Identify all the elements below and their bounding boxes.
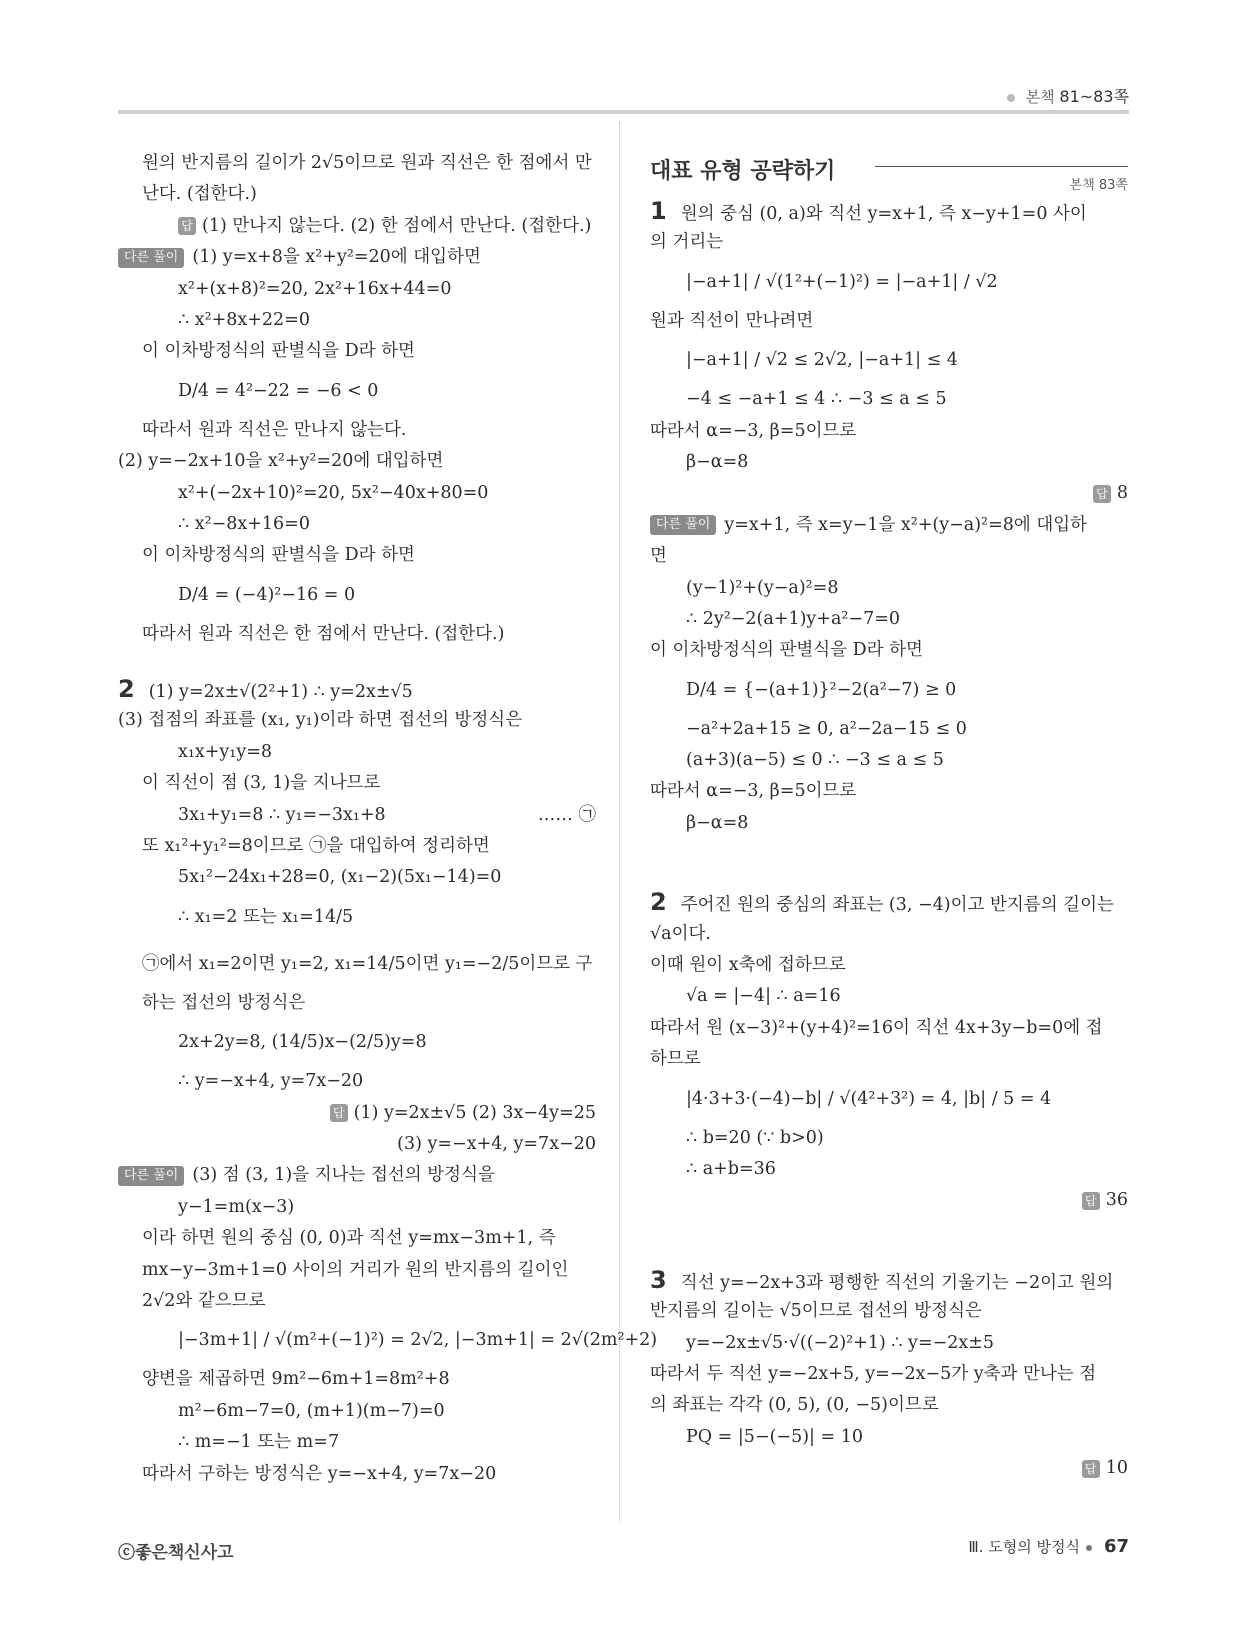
text-line: 반지름의 길이는 √5이므로 접선의 방정식은 xyxy=(650,1301,982,1322)
math-line: D/4 = {−(a+1)}²−2(a²−7) ≥ 0 xyxy=(686,679,957,700)
spacer xyxy=(650,839,1128,887)
problem-number: 2 xyxy=(118,675,135,704)
math-line: |4·3+3·(−4)−b| / √(4²+3²) = 4, |b| / 5 = 4 xyxy=(686,1088,1052,1109)
text-line: 이 이차방정식의 판별식을 D라 하면 xyxy=(142,545,415,566)
math-line: ∴ x²−8x+16=0 xyxy=(178,513,310,534)
answer-line: 답 (1) 만나지 않는다. (2) 한 점에서 만난다. (접한다.) xyxy=(118,211,596,242)
text-line: 원의 반지름의 길이가 2√5이므로 원과 직선은 한 점에서 만 xyxy=(142,153,592,173)
answer-line: 답 (1) y=2x±√5 (2) 3x−4y=25 xyxy=(118,1098,596,1129)
text-line: 면 xyxy=(650,546,667,567)
math-line: |−3m+1| / √(m²+(−1)²) = 2√2, |−3m+1| = 2√(2m²+2) xyxy=(178,1330,658,1351)
text-line: 이 직선이 점 (3, 1)을 지나므로 xyxy=(142,773,381,794)
publisher-logo: ⓒ좋은책신사고 xyxy=(118,1543,234,1563)
problem-line: 2 주어진 원의 중심의 좌표는 (3, −4)이고 반지름의 길이는 xyxy=(650,888,1114,917)
problem-number: 1 xyxy=(650,197,667,225)
math-line: ∴ b=20 (∵ b>0) xyxy=(686,1127,824,1148)
math-line: β−α=8 xyxy=(686,812,749,833)
text-line: 원과 직선이 만나려면 xyxy=(650,310,814,331)
text-line: 하는 접선의 방정식은 xyxy=(142,992,306,1013)
text-line: 따라서 구하는 방정식은 y=−x+4, y=7x−20 xyxy=(142,1463,497,1484)
bullet-dot-icon xyxy=(1007,94,1015,102)
bullet-dot-icon xyxy=(1086,1545,1092,1551)
page-number: 67 xyxy=(1103,1536,1129,1557)
answer-icon: 답 xyxy=(1093,485,1111,503)
alt-solution-badge: 다른 풀이 xyxy=(118,1166,184,1186)
alt-solution-badge: 다른 풀이 xyxy=(650,515,716,535)
alt-solution-badge: 다른 풀이 xyxy=(118,248,184,268)
math-line: y−1=m(x−3) xyxy=(178,1196,295,1217)
top-rule xyxy=(118,110,1129,114)
text-line: 따라서 α=−3, β=5이므로 xyxy=(650,420,857,441)
text-line: ㉠에서 x₁=2이면 y₁=2, x₁=14/5이면 y₁=−2/5이므로 구 xyxy=(142,953,593,974)
spacer xyxy=(650,1217,1128,1265)
answer-icon: 답 xyxy=(1082,1192,1100,1210)
math-line: ∴ 2y²−2(a+1)y+a²−7=0 xyxy=(686,608,901,629)
left-column xyxy=(118,148,658,1490)
text-line: 따라서 원과 직선은 만나지 않는다. xyxy=(142,419,407,440)
text-line: 이라 하면 원의 중심 (0, 0)과 직선 y=mx−3m+1, 즉 xyxy=(142,1228,556,1249)
math-line: (a+3)(a−5) ≤ 0 ∴ −3 ≤ a ≤ 5 xyxy=(686,750,944,771)
spacer xyxy=(118,650,596,674)
math-line: PQ = |5−(−5)| = 10 xyxy=(686,1426,864,1447)
alt-solution-line: 다른 풀이 y=x+1, 즉 x=y−1을 x²+(y−a)²=8에 대입하 xyxy=(650,510,1128,541)
math-line: (y−1)²+(y−a)²=8 xyxy=(686,577,839,598)
math-line: √a = |−4| ∴ a=16 xyxy=(686,986,841,1007)
text-line: 이때 원이 x축에 접하므로 xyxy=(650,955,846,976)
right-column xyxy=(650,148,1128,1485)
column-divider xyxy=(619,122,620,1522)
text-line: 하므로 xyxy=(650,1049,701,1070)
text-line: 따라서 원 (x−3)²+(y+4)²=16이 직선 4x+3y−b=0에 접 xyxy=(650,1017,1103,1038)
section-page-ref: 본책 83쪽 xyxy=(1069,178,1128,193)
math-line: 5x₁²−24x₁+28=0, (x₁−2)(5x₁−14)=0 xyxy=(178,867,502,888)
text-line: 따라서 α=−3, β=5이므로 xyxy=(650,781,857,802)
text-line: 의 좌표는 각각 (0, 5), (0, −5)이므로 xyxy=(650,1395,939,1416)
math-line: 3x₁+y₁=8 ∴ y₁=−3x₁+8 …… ㉠ xyxy=(118,800,596,831)
math-line: −a²+2a+15 ≥ 0, a²−2a−15 ≤ 0 xyxy=(686,718,967,739)
text-line: 이 이차방정식의 판별식을 D라 하면 xyxy=(650,640,923,661)
math-line: ∴ m=−1 또는 m=7 xyxy=(178,1432,340,1453)
math-line: β−α=8 xyxy=(686,451,749,472)
problem-line: 3 직선 y=−2x+3과 평행한 직선의 기울기는 −2이고 원의 xyxy=(650,1265,1114,1294)
answer-line: 답 36 xyxy=(650,1185,1128,1216)
math-line: m²−6m−7=0, (m+1)(m−7)=0 xyxy=(178,1400,445,1421)
page-reference: 본책 81~83쪽 xyxy=(1007,84,1129,107)
problem-number: 2 xyxy=(650,888,667,917)
text-line: 2√2와 같으므로 xyxy=(142,1290,266,1311)
math-line: x²+(−2x+10)²=20, 5x²−40x+80=0 xyxy=(178,482,489,503)
text-line: 따라서 두 직선 y=−2x+5, y=−2x−5가 y축과 만나는 점 xyxy=(650,1363,1097,1384)
text-line: mx−y−3m+1=0 사이의 거리가 원의 반지름의 길이인 xyxy=(142,1259,569,1280)
math-line: −4 ≤ −a+1 ≤ 4 ∴ −3 ≤ a ≤ 5 xyxy=(686,389,947,410)
answer-icon: 답 xyxy=(178,217,196,235)
math-line: ∴ x²+8x+22=0 xyxy=(178,309,310,330)
text-line: 양변을 제곱하면 9m²−6m+1=8m²+8 xyxy=(142,1369,450,1390)
math-line: D/4 = (−4)²−16 = 0 xyxy=(178,584,356,605)
alt-solution-line: 다른 풀이 (3) 점 (3, 1)을 지나는 접선의 방정식을 xyxy=(118,1160,596,1191)
text-line: 따라서 원과 직선은 한 점에서 만난다. (접한다.) xyxy=(142,623,505,644)
math-line: x₁x+y₁y=8 xyxy=(178,741,273,762)
answer-line: 답 10 xyxy=(650,1453,1128,1484)
text-line: 이 이차방정식의 판별식을 D라 하면 xyxy=(142,341,415,362)
answer-icon: 답 xyxy=(330,1104,348,1122)
math-line: ∴ y=−x+4, y=7x−20 xyxy=(178,1071,364,1092)
section-title: 대표 유형 공략하기 xyxy=(650,159,836,184)
math-line: y=−2x±√5·√((−2)²+1) ∴ y=−2x±5 xyxy=(686,1332,995,1353)
math-line: |−a+1| / √(1²+(−1)²) = |−a+1| / √2 xyxy=(686,271,998,292)
answer-line: (3) y=−x+4, y=7x−20 xyxy=(397,1133,596,1154)
text-line: 의 거리는 xyxy=(650,232,724,253)
math-line: |−a+1| / √2 ≤ 2√2, |−a+1| ≤ 4 xyxy=(686,350,958,371)
problem-line: 1 원의 중심 (0, a)와 직선 y=x+1, 즉 x−y+1=0 사이 xyxy=(650,197,1087,225)
math-line: ∴ a+b=36 xyxy=(686,1158,776,1179)
text-line: (2) y=−2x+10을 x²+y²=20에 대입하면 xyxy=(118,451,444,472)
math-line: x²+(x+8)²=20, 2x²+16x+44=0 xyxy=(178,278,452,299)
math-line: 2x+2y=8, (14/5)x−(2/5)y=8 xyxy=(178,1032,427,1053)
equation-marker: …… ㉠ xyxy=(537,804,596,825)
section-header xyxy=(650,148,1128,193)
math-line: D/4 = 4²−22 = −6 < 0 xyxy=(178,380,379,401)
alt-solution-line: 다른 풀이 (1) y=x+8을 x²+y²=20에 대입하면 xyxy=(118,242,596,273)
section-rule xyxy=(875,166,1128,167)
text-line: 또 x₁²+y₁²=8이므로 ㉠을 대입하여 정리하면 xyxy=(142,836,490,857)
footer-chapter: Ⅲ. 도형의 방정식 67 xyxy=(968,1536,1129,1557)
problem-line: 2 (1) y=2x±√(2²+1) ∴ y=2x±√5 xyxy=(118,675,413,704)
answer-icon: 답 xyxy=(1082,1460,1100,1478)
answer-line: 답 8 xyxy=(650,478,1128,509)
problem-number: 3 xyxy=(650,1265,667,1294)
text-line: 난다. (접한다.) xyxy=(142,184,257,205)
text-line: (3) 접점의 좌표를 (x₁, y₁)이라 하면 접선의 방정식은 xyxy=(118,710,523,731)
text-line: √a이다. xyxy=(650,923,711,944)
math-line: ∴ x₁=2 또는 x₁=14/5 xyxy=(178,906,354,927)
